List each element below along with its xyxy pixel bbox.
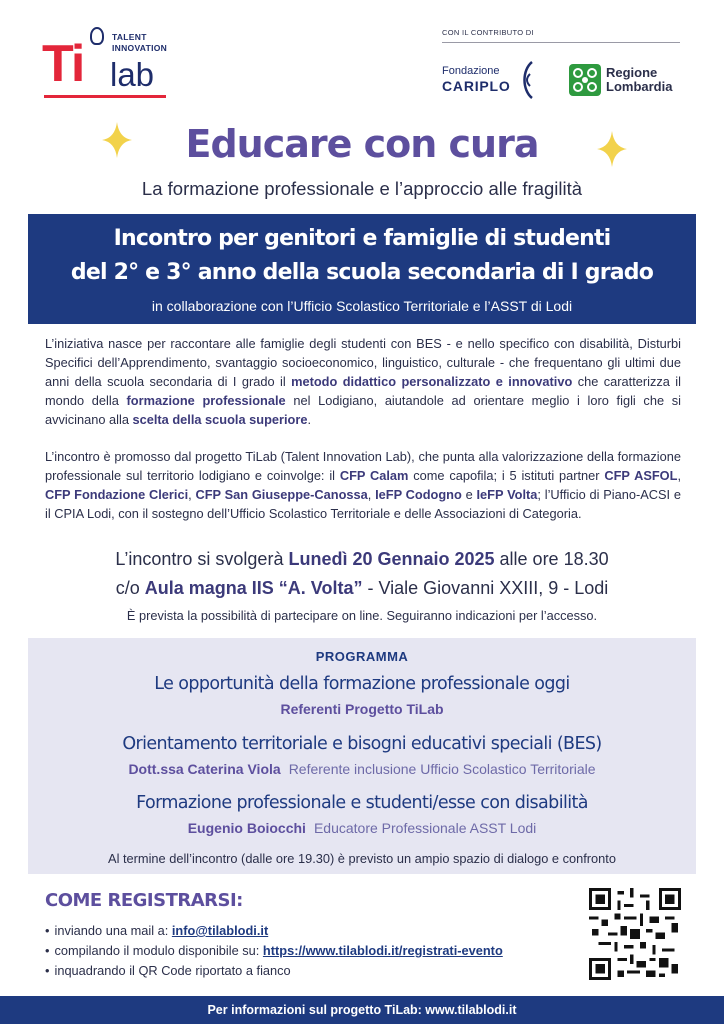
bold-span: formazione professionale <box>126 393 286 408</box>
lombardia-logo-text <box>606 66 672 94</box>
lombardia-line2: Lombardia <box>606 79 673 94</box>
text-span: c/o <box>115 578 145 598</box>
logo-ti: Ti <box>42 35 84 93</box>
text-span: e <box>461 487 477 502</box>
program-item-speaker <box>28 761 696 777</box>
form-link[interactable]: https://www.tilablodi.it/registrati-evento <box>262 943 503 958</box>
logo-sub-line1: TALENT <box>112 32 147 42</box>
event-date-line <box>0 549 724 570</box>
text-span: come capofila; i 5 istituti partner <box>408 468 605 483</box>
speaker-name: Eugenio Boiocchi <box>187 820 306 836</box>
text-span: L’iniziativa nasce per raccontare alle famiglie degli studenti con BES - e nello specifico con disabilità, Disturbi Specifici dell’Apprendimento, svantaggio socioeconomico, linguistico, culturale - che frequentano gli ultimi due anni della scuola secondaria di I grado il <box>45 336 681 389</box>
event-date: Lunedì 20 Gennaio 2025 <box>288 549 495 569</box>
cariplo-logo <box>442 66 511 93</box>
contrib-divider <box>442 42 680 43</box>
cariplo-line1: Fondazione <box>442 65 500 77</box>
logo-underline <box>44 95 166 98</box>
program-item-title: Orientamento territoriale e bisogni educativi speciali (BES) <box>122 734 602 754</box>
text-span: che caratterizza il mondo della <box>45 374 681 408</box>
lightbulb-icon <box>90 27 104 45</box>
lombardia-logo-icon <box>569 64 601 96</box>
audience-banner <box>28 214 696 324</box>
speaker-name: Referenti Progetto TiLab <box>280 701 444 717</box>
page-subtitle: La formazione professionale e l’approccio alle fragilità <box>141 178 583 199</box>
bold-span: metodo didattico personalizzato e innovativo <box>291 374 573 389</box>
program-item-title: Formazione professionale e studenti/esse con disabilità <box>136 793 588 813</box>
event-venue: Aula magna IIS “A. Volta” <box>144 578 363 598</box>
logo-lab: lab <box>110 56 155 93</box>
program-item-speaker <box>28 820 696 836</box>
qr-code-icon[interactable] <box>589 888 681 980</box>
text-span: L’incontro si svolgerà <box>115 549 289 569</box>
text-span: L’incontro è promosso dal progetto TiLab (Talent Innovation Lab), che punta alla valorizzazione della formazione professionale sul territorio lodigiano e coinvolge: il <box>45 449 681 483</box>
cariplo-mark-icon <box>516 60 536 100</box>
banner-line1: Incontro per genitori e famiglie di studenti <box>113 226 611 251</box>
speaker-role: Educatore Professionale ASST Lodi <box>313 820 537 836</box>
event-time: alle ore 18.30 <box>494 549 609 569</box>
contrib-label: CON IL CONTRIBUTO DI <box>442 28 534 37</box>
program-box <box>28 638 696 874</box>
bold-span: IeFP Codogno <box>375 487 462 502</box>
text-span: compilando il modulo disponibile su: <box>54 943 263 958</box>
text-span: inquadrando il QR Code riportato a fianco <box>54 963 291 978</box>
page-title: Educare con cura <box>185 122 539 166</box>
cariplo-line2: CARIPLO <box>442 78 511 94</box>
program-closing-note: Al termine dell’incontro (dalle ore 19.30) è previsto un ampio spazio di dialogo e confronto <box>108 851 616 866</box>
program-label: PROGRAMMA <box>315 649 409 664</box>
text-span: , <box>677 468 682 483</box>
bold-span: scelta della scuola superiore <box>132 412 308 427</box>
text-span: inviando una mail a: <box>54 923 172 938</box>
header <box>0 0 724 110</box>
program-item-title: Le opportunità della formazione professionale oggi <box>154 674 570 694</box>
bold-span: IeFP Volta <box>476 487 538 502</box>
banner-line2: del 2° e 3° anno della scuola secondaria di I grado <box>70 260 654 285</box>
text-span: , <box>367 487 376 502</box>
register-item-qr <box>45 961 503 981</box>
text-span: nel Lodigiano, aiutandole ad orientare meglio i loro figli che si avvicinano alla <box>45 393 681 427</box>
bold-span: CFP ASFOL <box>604 468 678 483</box>
online-note: È prevista la possibilità di partecipare on line. Seguiranno indicazioni per l’accesso. <box>126 608 598 623</box>
text-span: ; l’Ufficio di Piano-ACSI e il CPIA Lodi, con il sostegno dell’Ufficio Scolastico Territoriale e delle Associazioni di Categoria. <box>45 487 681 521</box>
text-span: . <box>307 412 312 427</box>
intro-paragraph <box>45 334 681 429</box>
speaker-name: Dott.ssa Caterina Viola <box>128 761 281 777</box>
event-venue-line <box>0 578 724 599</box>
logo-sub-line2: INNOVATION <box>112 43 168 53</box>
register-list <box>45 921 503 981</box>
lombardia-line1: Regione <box>606 65 658 80</box>
program-item-speaker <box>28 701 696 717</box>
footer: Per informazioni sul progetto TiLab: www.tilablodi.it <box>0 996 724 1024</box>
register-title: COME REGISTRARSI: <box>45 890 243 911</box>
speaker-role: Referente inclusione Ufficio Scolastico Territoriale <box>288 761 596 777</box>
text-span: , <box>188 487 196 502</box>
banner-line3: in collaborazione con l’Ufficio Scolastico Territoriale e l’ASST di Lodi <box>151 298 573 314</box>
register-item-form <box>45 941 503 961</box>
bold-span: CFP Calam <box>339 468 409 483</box>
partners-paragraph <box>45 447 681 523</box>
bold-span: CFP Fondazione Clerici <box>45 487 189 502</box>
event-address: - Viale Giovanni XXIII, 9 - Lodi <box>362 578 609 598</box>
logo-subtitle <box>112 32 167 54</box>
register-item-email <box>45 921 503 941</box>
bold-span: CFP San Giuseppe-Canossa <box>195 487 368 502</box>
email-link[interactable]: info@tilablodi.it <box>171 923 269 938</box>
